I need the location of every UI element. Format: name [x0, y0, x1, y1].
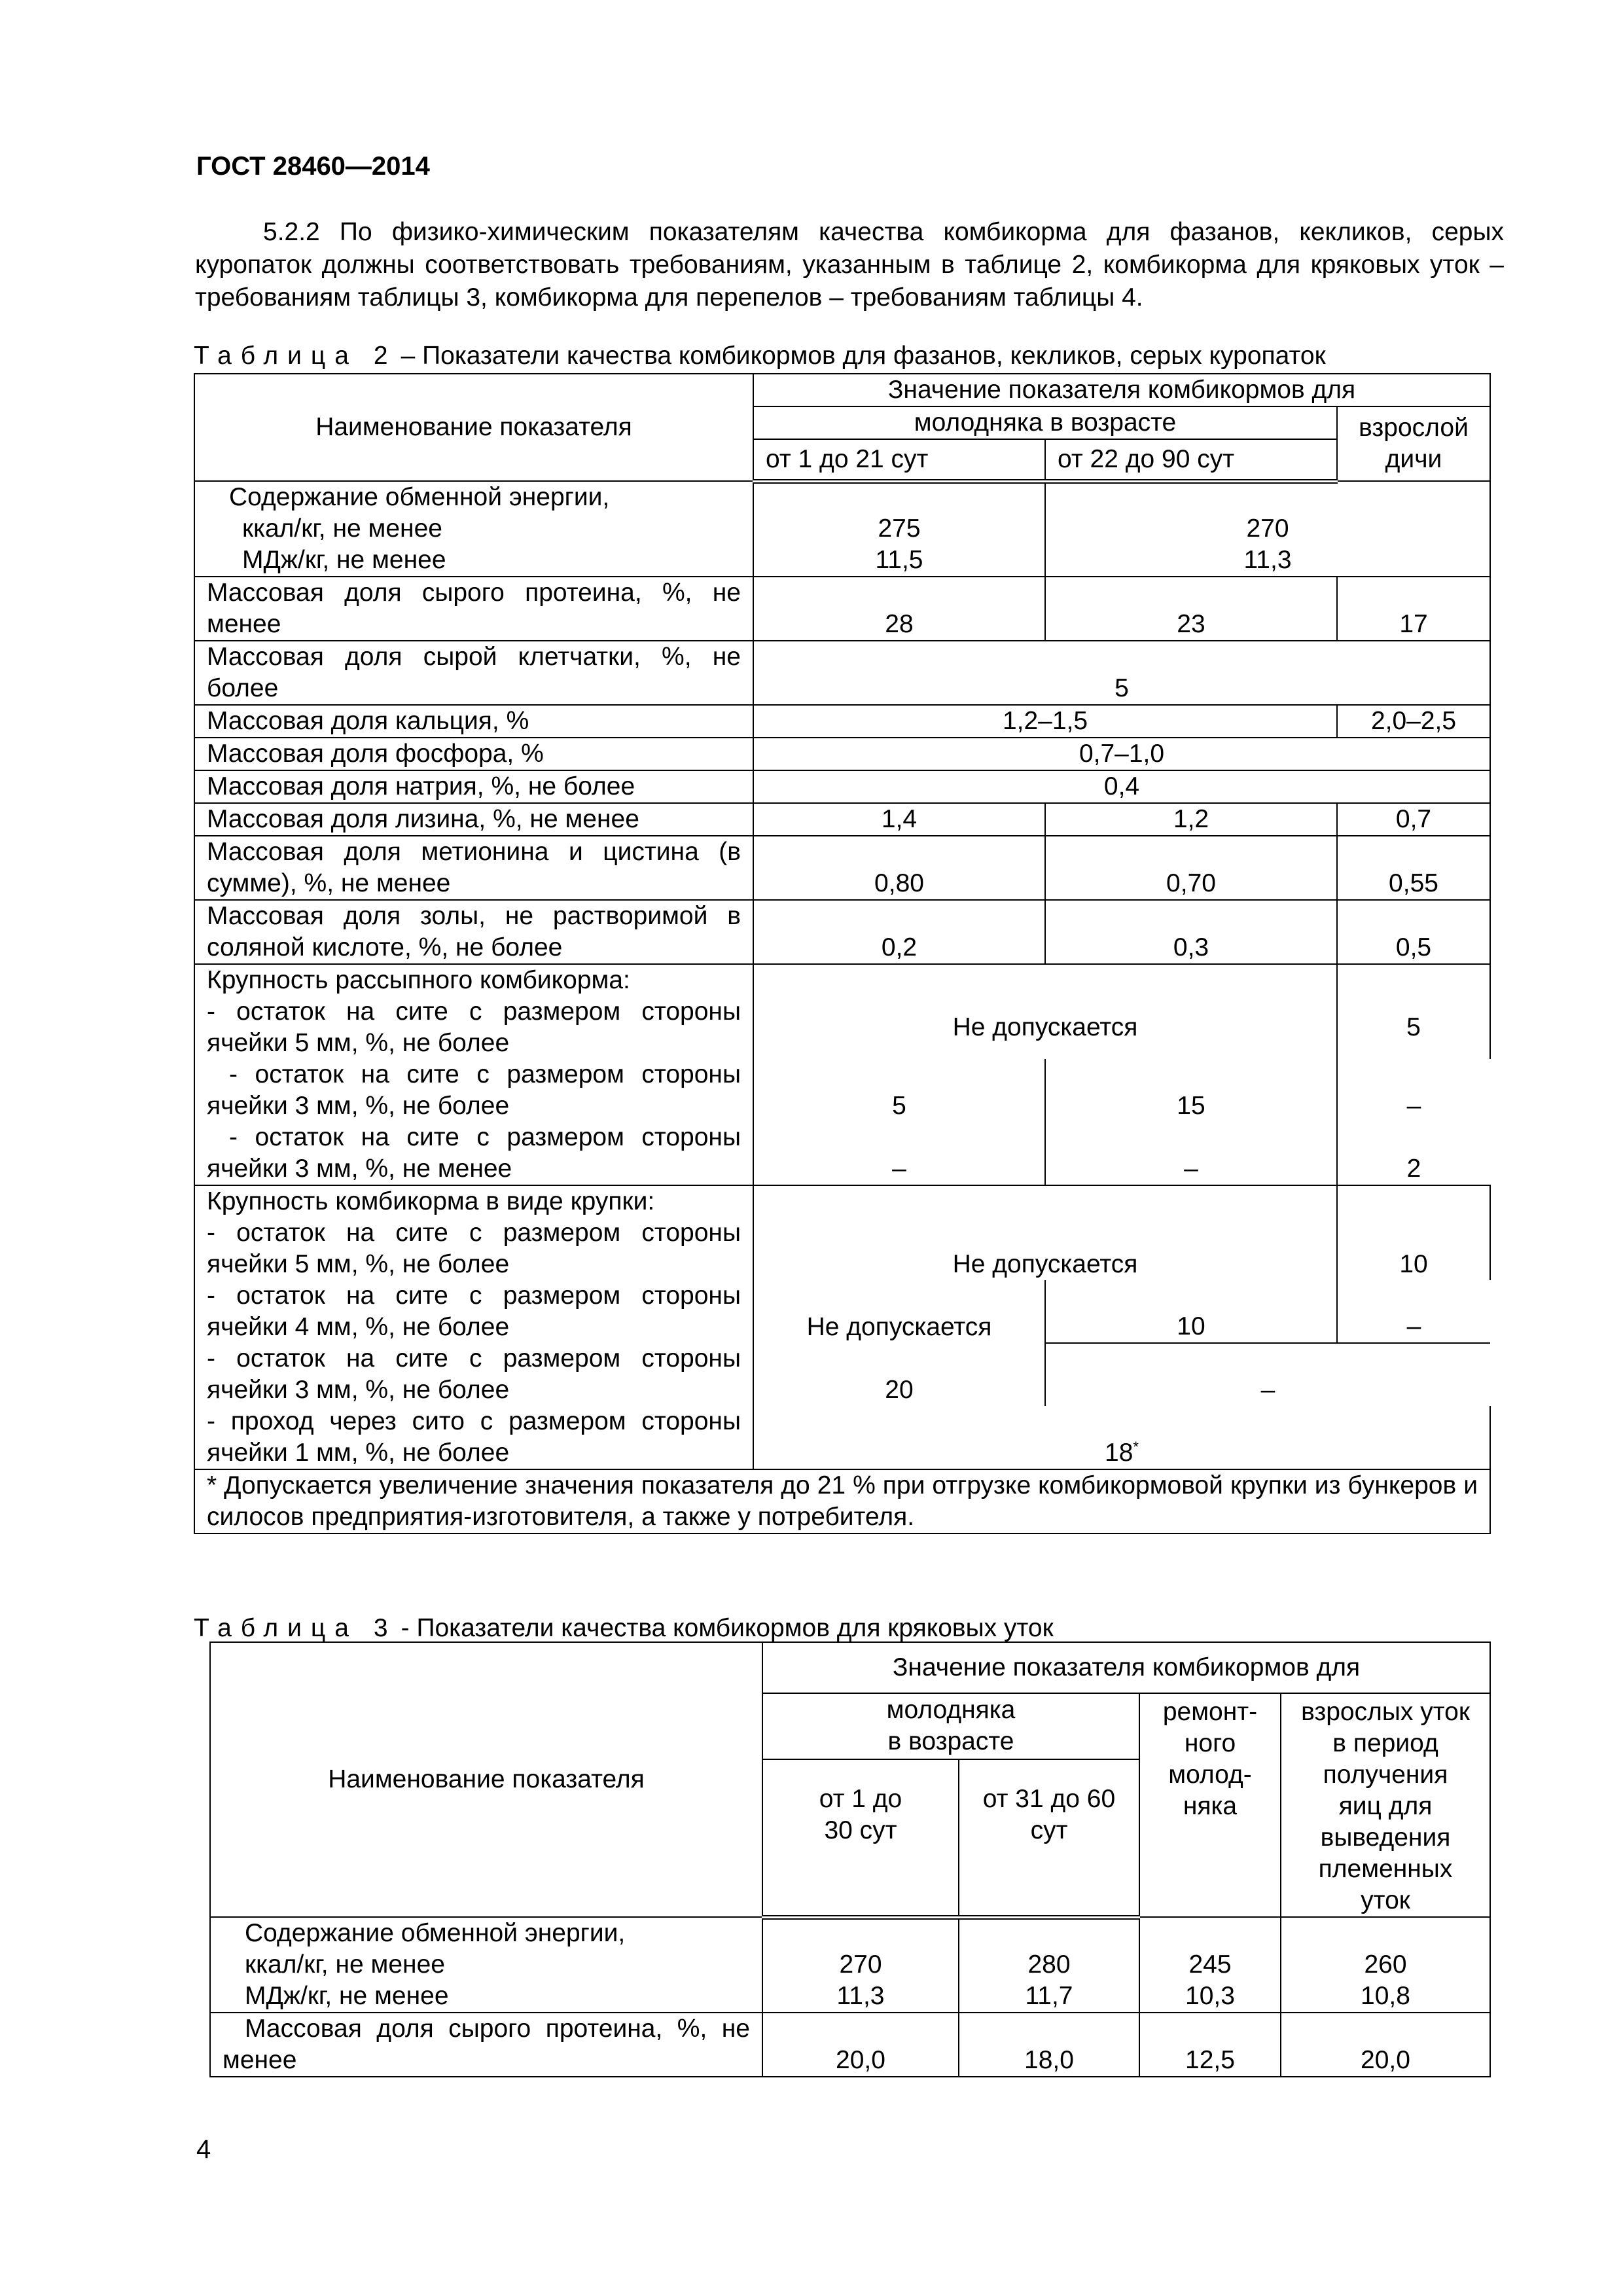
- table2-calcium-value-adult: 2,0–2,5: [1337, 705, 1490, 738]
- table2-loose-c-value-2: –: [1045, 1122, 1337, 1185]
- document-header: ГОСТ 28460—2014: [196, 152, 430, 181]
- table2-loose-a-adult: 5: [1337, 964, 1490, 1059]
- table2-header-adult: взрослой дичи: [1337, 406, 1490, 481]
- table3-caption-number: 3: [373, 1614, 388, 1642]
- table3-caption: [194, 1614, 1054, 1643]
- table2-row-calcium: [194, 705, 1490, 738]
- table2-row-sodium: [194, 770, 1490, 803]
- table3-header-name: Наименование показателя: [210, 1642, 762, 1917]
- table2-caption: [194, 342, 1326, 370]
- table3-caption-word: Таблица: [194, 1614, 358, 1642]
- table2: [194, 373, 1491, 1534]
- table2-row-protein: [194, 577, 1490, 641]
- table2-methionine-value-2: 0,70: [1045, 836, 1337, 900]
- table3-protein-value-3: 12,5: [1139, 2013, 1281, 2077]
- table3-energy-value-2: 280 11,7: [959, 1917, 1139, 2013]
- table3-energy-value-3: 245 10,3: [1139, 1917, 1281, 2013]
- table2-calcium-value-young: 1,2–1,5: [753, 705, 1337, 738]
- table3-protein-value-2: 18,0: [959, 2013, 1139, 2077]
- table2-row-crumb-d: [194, 1406, 1490, 1469]
- table2-row-footnote: [194, 1469, 1490, 1534]
- table2-energy-label: Содержание обменной энергии, ккал/кг, не менее МДж/кг, не менее: [194, 481, 753, 577]
- table2-crumb-b-value-1: Не допускается: [753, 1280, 1045, 1343]
- table2-crumb-a-young: Не допускается: [753, 1185, 1337, 1280]
- table3-row-protein: [210, 2013, 1490, 2077]
- table2-ash-value-1: 0,2: [753, 900, 1045, 964]
- table2-header-name: Наименование показателя: [194, 374, 753, 481]
- table2-phosphorus-value: 0,7–1,0: [753, 738, 1490, 770]
- table2-caption-number: 2: [373, 342, 388, 370]
- table2-loose-b-value-1: 5: [753, 1059, 1045, 1122]
- table3-header-young: молодняка в возрасте: [762, 1693, 1139, 1759]
- table2-caption-word: Таблица: [194, 342, 358, 370]
- table2-footnote: * Допускается увеличение значения показателя до 21 % при отгрузке комбикормовой крупки из бункеров и силосов предприятия-изготовителя, а также у потребителя.: [194, 1469, 1490, 1534]
- table3-header-value: Значение показателя комбикормов для: [762, 1642, 1490, 1693]
- table3-protein-value-1: 20,0: [762, 2013, 959, 2077]
- table2-loose-label-c: - остаток на сите с размером стороны ячейки 3 мм, %, не менее: [194, 1122, 753, 1185]
- table3-header-adult: взрослых уток в период получения яиц для выведения племенных уток: [1281, 1693, 1490, 1917]
- table2-loose-b-value-3: –: [1337, 1059, 1490, 1122]
- table2-header-age2: от 22 до 90 сут: [1045, 439, 1337, 481]
- table2-header-value: Значение показателя комбикормов для: [753, 374, 1490, 406]
- table2-crumb-label-c: - остаток на сите с размером стороны ячейки 3 мм, %, не более: [194, 1343, 753, 1406]
- table2-ash-value-2: 0,3: [1045, 900, 1337, 964]
- table2-row-lysine: [194, 803, 1490, 836]
- table2-loose-b-value-2: 15: [1045, 1059, 1337, 1122]
- table3: [209, 1641, 1491, 2077]
- table3-header-age1: от 1 до 30 сут: [762, 1759, 959, 1917]
- table2-header-young: молодняка в возрасте: [753, 406, 1337, 439]
- table2-protein-label: Массовая доля сырого протеина, %, не менее: [194, 577, 753, 641]
- table2-protein-value-1: 28: [753, 577, 1045, 641]
- table2-phosphorus-label: Массовая доля фосфора, %: [194, 738, 753, 770]
- table2-loose-a-young: Не допускается: [753, 964, 1337, 1059]
- table2-row-crumb-a: [194, 1185, 1490, 1280]
- table2-crumb-b-value-3: –: [1337, 1280, 1490, 1343]
- table2-crumb-d-value: 18*: [753, 1406, 1490, 1469]
- table2-row-crumb-c: [194, 1343, 1490, 1406]
- table2-methionine-value-1: 0,80: [753, 836, 1045, 900]
- table2-sodium-value: 0,4: [753, 770, 1490, 803]
- table2-calcium-label: Массовая доля кальция, %: [194, 705, 753, 738]
- table3-energy-value-4: 260 10,8: [1281, 1917, 1490, 2013]
- table3-header-repair: ремонт- ного молод- няка: [1139, 1693, 1281, 1917]
- table2-sodium-label: Массовая доля натрия, %, не более: [194, 770, 753, 803]
- table2-lysine-value-3: 0,7: [1337, 803, 1490, 836]
- page-number: 4: [196, 2135, 211, 2164]
- intro-text: 5.2.2 По физико-химическим показателям качества комбикорма для фазанов, кекликов, серых куропаток должны соответствовать требованиям, указанным в таблице 2, комбикорма для кряковых уток – требованиям таблицы 3, комбикорма для перепелов – требованиям таблицы 4.: [195, 218, 1504, 312]
- table3-header-age2: от 31 до 60 сут: [959, 1759, 1139, 1917]
- table2-loose-c-value-1: –: [753, 1122, 1045, 1185]
- table2-crumb-label-b: - остаток на сите с размером стороны ячейки 4 мм, %, не более: [194, 1280, 753, 1343]
- intro-paragraph: [195, 216, 1504, 314]
- table2-caption-text: – Показатели качества комбикормов для фазанов, кекликов, серых куропаток: [401, 342, 1326, 370]
- table2-protein-value-2: 23: [1045, 577, 1337, 641]
- table2-lysine-value-1: 1,4: [753, 803, 1045, 836]
- table2-protein-value-3: 17: [1337, 577, 1490, 641]
- table2-row-loose-b: [194, 1059, 1490, 1122]
- table2-loose-c-value-3: 2: [1337, 1122, 1490, 1185]
- table2-methionine-label: Массовая доля метионина и цистина (в сумме), %, не менее: [194, 836, 753, 900]
- table2-crumb-c-value-23: –: [1045, 1343, 1490, 1406]
- table2-crumb-b-value-2: 10: [1045, 1280, 1337, 1343]
- table2-row-loose-a: [194, 964, 1490, 1059]
- table2-ash-value-3: 0,5: [1337, 900, 1490, 964]
- table3-energy-value-1: 270 11,3: [762, 1917, 959, 2013]
- table2-lysine-label: Массовая доля лизина, %, не менее: [194, 803, 753, 836]
- table2-fiber-label: Массовая доля сырой клетчатки, %, не более: [194, 641, 753, 705]
- table2-methionine-value-3: 0,55: [1337, 836, 1490, 900]
- table2-energy-value-2: 270 11,3: [1045, 481, 1490, 577]
- table3-row-energy: [210, 1917, 1490, 2013]
- table3-protein-value-4: 20,0: [1281, 2013, 1490, 2077]
- table2-row-energy: [194, 481, 1490, 577]
- table3-caption-text: - Показатели качества комбикормов для кряковых уток: [401, 1614, 1054, 1642]
- table2-row-ash: [194, 900, 1490, 964]
- table2-fiber-value: 5: [753, 641, 1490, 705]
- table2-crumb-label-d: - проход через сито с размером стороны ячейки 1 мм, %, не более: [194, 1406, 753, 1469]
- table2-loose-label-a: Крупность рассыпного комбикорма: - остаток на сите с размером стороны ячейки 5 мм, %, не более: [194, 964, 753, 1059]
- table2-row-crumb-b: [194, 1280, 1490, 1343]
- table2-energy-value-1: 275 11,5: [753, 481, 1045, 577]
- table2-crumb-label-a: Крупность комбикорма в виде крупки: - остаток на сите с размером стороны ячейки 5 мм, %, не более: [194, 1185, 753, 1280]
- table2-row-phosphorus: [194, 738, 1490, 770]
- table2-crumb-a-adult: 10: [1337, 1185, 1490, 1280]
- table2-loose-label-b: - остаток на сите с размером стороны ячейки 3 мм, %, не более: [194, 1059, 753, 1122]
- table2-header-age1: от 1 до 21 сут: [753, 439, 1045, 481]
- table2-ash-label: Массовая доля золы, не растворимой в соляной кислоте, %, не более: [194, 900, 753, 964]
- table3-protein-label: Массовая доля сырого протеина, %, не менее: [210, 2013, 762, 2077]
- table2-lysine-value-2: 1,2: [1045, 803, 1337, 836]
- table2-crumb-c-value-1: 20: [753, 1343, 1045, 1406]
- table3-energy-label: Содержание обменной энергии, ккал/кг, не менее МДж/кг, не менее: [210, 1917, 762, 2013]
- table2-row-fiber: [194, 641, 1490, 705]
- footnote-mark: *: [1133, 1439, 1139, 1455]
- table2-row-methionine: [194, 836, 1490, 900]
- table2-row-loose-c: [194, 1122, 1490, 1185]
